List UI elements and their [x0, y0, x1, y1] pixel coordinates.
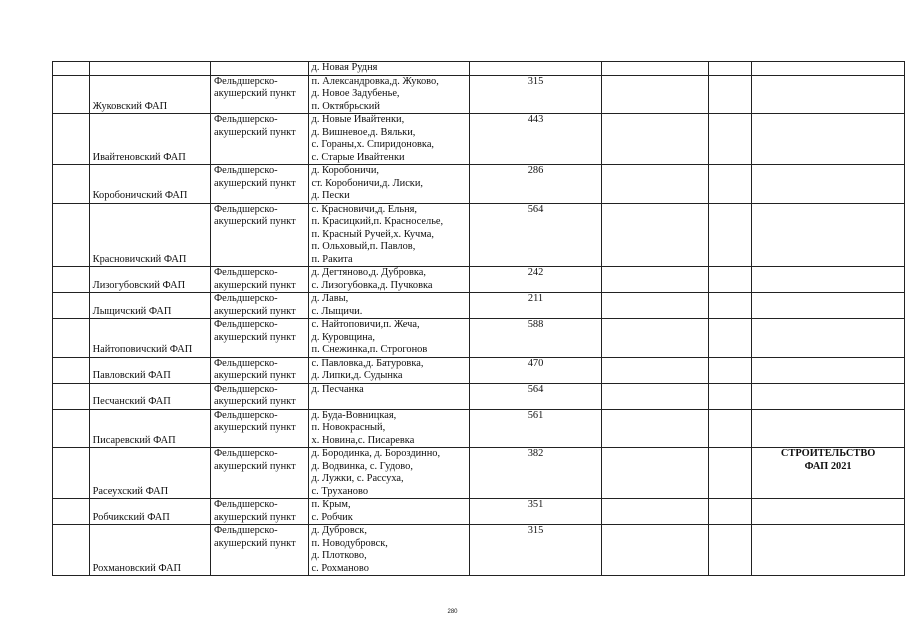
note-line: ФАП 2021 — [804, 460, 852, 472]
empty-cell — [708, 165, 751, 204]
table-row — [53, 62, 905, 76]
note-cell — [752, 75, 905, 114]
settlement-line: с. Красновичи,д. Ельня, — [311, 203, 418, 215]
table-row — [53, 409, 905, 448]
settlement-line: с. Лизогубовка,д. Пучковка — [311, 279, 433, 291]
facility-name-cell — [89, 499, 210, 525]
table-row — [53, 114, 905, 165]
population-value: 351 — [527, 499, 544, 510]
index-cell — [53, 448, 90, 499]
facility-type-line: Фельдшерско- — [213, 319, 278, 330]
facility-name-cell — [89, 114, 210, 165]
settlement-line: п. Красицкий,п. Красноселье, — [311, 216, 444, 227]
facility-type-line: акушерский пункт — [213, 177, 296, 189]
empty-cell — [708, 383, 751, 409]
facility-name: Лыщичский ФАП — [92, 305, 172, 317]
note-cell — [752, 267, 905, 293]
note-cell — [752, 293, 905, 319]
settlements-cell — [308, 357, 470, 383]
settlements-cell — [308, 267, 470, 293]
empty-cell — [601, 267, 708, 293]
settlement-line: п. Красный Ручей,х. Кучма, — [311, 228, 434, 240]
note-cell — [752, 62, 905, 76]
facility-type-line: Фельдшерско- — [213, 357, 278, 369]
facility-type-line: акушерский пункт — [213, 216, 296, 227]
facility-type-line: Фельдшерско- — [213, 499, 278, 510]
empty-cell — [601, 203, 708, 267]
facility-name: Красновичский ФАП — [92, 253, 187, 265]
settlement-line: д. Новая Рудня — [311, 62, 378, 73]
facility-type-cell — [210, 75, 308, 114]
index-cell — [53, 75, 90, 114]
index-cell — [53, 165, 90, 204]
empty-cell — [708, 114, 751, 165]
settlement-line: д. Буда-Вовницкая, — [311, 409, 397, 421]
table-row — [53, 293, 905, 319]
settlement-line: п. Ракита — [311, 253, 353, 265]
facility-type-cell — [210, 409, 308, 448]
empty-cell — [708, 293, 751, 319]
facility-type-cell — [210, 62, 308, 76]
facility-type-cell — [210, 448, 308, 499]
note-cell — [752, 448, 905, 499]
settlement-line: с. Старые Ивайтенки — [311, 151, 405, 163]
facility-type-cell — [210, 319, 308, 358]
facility-name: Расеухский ФАП — [92, 485, 169, 497]
facility-name-cell — [89, 267, 210, 293]
note-cell — [752, 357, 905, 383]
empty-cell — [708, 409, 751, 448]
settlement-line: с. Гораны,х. Спиридоновка, — [311, 139, 435, 150]
population-value: 564 — [527, 383, 544, 395]
empty-cell — [601, 525, 708, 576]
facility-type-line: акушерский пункт — [213, 305, 296, 317]
empty-cell — [708, 448, 751, 499]
facility-type-line: акушерский пункт — [213, 396, 296, 407]
note-line: СТРОИТЕЛЬСТВО — [780, 448, 876, 459]
facility-name-cell — [89, 293, 210, 319]
note-cell — [752, 203, 905, 267]
population-cell — [470, 267, 601, 293]
index-cell — [53, 409, 90, 448]
settlement-line: д. Вишневое,д. Вяльки, — [311, 126, 416, 138]
settlement-line: х. Новина,с. Писаревка — [311, 434, 415, 446]
empty-cell — [601, 293, 708, 319]
facility-type-line: Фельдшерско- — [213, 448, 278, 459]
note-cell — [752, 165, 905, 204]
settlement-line: д. Новые Ивайтенки, — [311, 114, 405, 125]
empty-cell — [601, 409, 708, 448]
empty-cell — [601, 383, 708, 409]
facility-name-cell — [89, 357, 210, 383]
facility-type-line: акушерский пункт — [213, 511, 296, 523]
empty-cell — [708, 319, 751, 358]
population-cell — [470, 499, 601, 525]
settlements-cell — [308, 409, 470, 448]
settlements-cell — [308, 383, 470, 409]
facility-type-cell — [210, 267, 308, 293]
facility-name: Лизогубовский ФАП — [92, 279, 186, 291]
population-cell — [470, 525, 601, 576]
facility-type-line: акушерский пункт — [213, 422, 296, 433]
population-cell — [470, 203, 601, 267]
facility-name: Жуковский ФАП — [92, 100, 168, 112]
population-value: 315 — [527, 75, 544, 87]
empty-cell — [601, 499, 708, 525]
note-cell — [752, 114, 905, 165]
settlement-line: д. Плотково, — [311, 550, 367, 561]
empty-cell — [601, 114, 708, 165]
empty-cell — [601, 75, 708, 114]
empty-cell — [708, 62, 751, 76]
population-cell — [470, 62, 601, 76]
facility-name-cell — [89, 165, 210, 204]
facility-type-cell — [210, 357, 308, 383]
population-value: 211 — [527, 293, 544, 304]
population-cell — [470, 319, 601, 358]
population-value: 470 — [527, 357, 544, 369]
settlement-line: д. Дегтяново,д. Дубровка, — [311, 267, 426, 278]
empty-cell — [601, 448, 708, 499]
facility-name-cell — [89, 448, 210, 499]
population-value: 242 — [527, 267, 544, 278]
table-row — [53, 448, 905, 499]
facility-name-cell — [89, 409, 210, 448]
facility-type-line: Фельдшерско- — [213, 293, 278, 304]
settlement-line: д. Дубровск, — [311, 525, 367, 536]
settlement-line: д. Водвинка, с. Гудово, — [311, 460, 413, 472]
population-value: 588 — [527, 319, 544, 330]
settlement-line: д. Пески — [311, 190, 350, 201]
settlement-line: д. Бородинка, д. Бороздинно, — [311, 448, 441, 459]
table-row — [53, 499, 905, 525]
empty-cell — [708, 499, 751, 525]
facility-type-cell — [210, 114, 308, 165]
index-cell — [53, 293, 90, 319]
facility-type-cell — [210, 165, 308, 204]
facility-name-cell — [89, 319, 210, 358]
empty-cell — [708, 267, 751, 293]
settlement-line: д. Липки,д. Судынка — [311, 370, 403, 381]
facility-type-line: Фельдшерско- — [213, 114, 278, 125]
settlements-cell — [308, 293, 470, 319]
population-cell — [470, 114, 601, 165]
table-row — [53, 75, 905, 114]
index-cell — [53, 114, 90, 165]
population-value: 564 — [527, 203, 544, 215]
facility-name: Коробоничский ФАП — [92, 190, 188, 201]
index-cell — [53, 267, 90, 293]
settlement-line: с. Рохманово — [311, 562, 369, 574]
population-cell — [470, 357, 601, 383]
facility-type-line: Фельдшерско- — [213, 75, 278, 87]
index-cell — [53, 319, 90, 358]
table-row — [53, 203, 905, 267]
settlements-cell — [308, 319, 470, 358]
table-body — [53, 62, 905, 576]
settlements-cell — [308, 525, 470, 576]
page-number: 280 — [447, 609, 458, 615]
note-cell — [752, 383, 905, 409]
empty-cell — [708, 75, 751, 114]
population-value: 443 — [527, 114, 544, 125]
empty-cell — [708, 203, 751, 267]
population-cell — [470, 75, 601, 114]
settlement-line: д. Лавы, — [311, 293, 349, 304]
facility-type-cell — [210, 383, 308, 409]
facility-type-line: Фельдшерско- — [213, 525, 278, 536]
facility-type-line: акушерский пункт — [213, 537, 296, 549]
table-row — [53, 383, 905, 409]
settlements-cell — [308, 203, 470, 267]
empty-cell — [708, 525, 751, 576]
settlement-line: д. Новое Задубенье, — [311, 88, 400, 99]
settlement-line: п. Ольховый,п. Павлов, — [311, 241, 416, 252]
population-cell — [470, 165, 601, 204]
facility-type-cell — [210, 293, 308, 319]
table-row — [53, 357, 905, 383]
population-value: 315 — [527, 525, 544, 536]
facility-type-line: Фельдшерско- — [213, 267, 278, 278]
facility-name: Рохмановский ФАП — [92, 562, 181, 574]
facility-name-cell — [89, 62, 210, 76]
population-cell — [470, 293, 601, 319]
facility-name-cell — [89, 525, 210, 576]
facility-type-cell — [210, 499, 308, 525]
facility-type-line: Фельдшерско- — [213, 383, 278, 395]
facility-name: Найтоповичский ФАП — [92, 344, 193, 355]
table-row — [53, 165, 905, 204]
settlement-line: ст. Коробоничи,д. Лиски, — [311, 177, 424, 189]
settlement-line: с. Павловка,д. Батуровка, — [311, 357, 424, 369]
settlement-line: п. Новодубровск, — [311, 537, 388, 549]
settlement-line: с. Найтоповичи,п. Жеча, — [311, 319, 420, 330]
settlements-cell — [308, 62, 470, 76]
facility-name-cell — [89, 383, 210, 409]
index-cell — [53, 525, 90, 576]
table-row — [53, 267, 905, 293]
settlement-line: п. Крым, — [311, 499, 351, 510]
facilities-table — [52, 61, 905, 576]
note-cell — [752, 499, 905, 525]
settlement-line: д. Куровщина, — [311, 331, 376, 343]
settlement-line: п. Новокрасный, — [311, 422, 386, 433]
facility-type-line: Фельдшерско- — [213, 203, 278, 215]
note-cell — [752, 409, 905, 448]
facility-type-line: акушерский пункт — [213, 126, 296, 138]
population-value: 561 — [527, 409, 544, 421]
facility-type-line: Фельдшерско- — [213, 165, 278, 176]
facility-name: Павловский ФАП — [92, 370, 171, 381]
empty-cell — [708, 357, 751, 383]
facility-name: Ивайтеновский ФАП — [92, 151, 186, 163]
facility-type-line: акушерский пункт — [213, 88, 296, 99]
settlements-cell — [308, 114, 470, 165]
empty-cell — [601, 319, 708, 358]
population-cell — [470, 448, 601, 499]
settlement-line: д. Лужки, с. Рассуха, — [311, 473, 404, 484]
settlement-line: с. Лыщичи. — [311, 305, 363, 317]
population-value: 382 — [527, 448, 544, 459]
facility-type-line: акушерский пункт — [213, 460, 296, 472]
index-cell — [53, 62, 90, 76]
note-cell — [752, 525, 905, 576]
facility-type-cell — [210, 203, 308, 267]
facility-name-cell — [89, 75, 210, 114]
settlement-line: п. Александровка,д. Жуково, — [311, 75, 439, 87]
empty-cell — [601, 62, 708, 76]
table-row — [53, 319, 905, 358]
empty-cell — [601, 165, 708, 204]
settlement-line: с. Труханово — [311, 485, 369, 497]
facility-name: Песчанский ФАП — [92, 396, 171, 407]
index-cell — [53, 383, 90, 409]
facility-name: Писаревский ФАП — [92, 434, 176, 446]
settlements-cell — [308, 499, 470, 525]
index-cell — [53, 357, 90, 383]
facility-type-line: акушерский пункт — [213, 279, 296, 291]
population-cell — [470, 409, 601, 448]
settlement-line: п. Снежинка,п. Строгонов — [311, 344, 428, 355]
table-row — [53, 525, 905, 576]
settlement-line: п. Октябрьский — [311, 100, 380, 112]
facility-type-line: акушерский пункт — [213, 331, 296, 343]
facility-name-cell — [89, 203, 210, 267]
index-cell — [53, 499, 90, 525]
settlements-cell — [308, 75, 470, 114]
settlement-line: с. Робчик — [311, 511, 353, 523]
settlements-cell — [308, 165, 470, 204]
note-cell — [752, 319, 905, 358]
settlement-line: д. Коробоничи, — [311, 165, 380, 176]
facility-type-cell — [210, 525, 308, 576]
facility-name: Робчикский ФАП — [92, 511, 170, 523]
population-value: 286 — [527, 165, 544, 176]
facility-type-line: Фельдшерско- — [213, 409, 278, 421]
settlement-line: д. Песчанка — [311, 383, 364, 395]
facility-type-line: акушерский пункт — [213, 370, 296, 381]
population-cell — [470, 383, 601, 409]
index-cell — [53, 203, 90, 267]
settlements-cell — [308, 448, 470, 499]
empty-cell — [601, 357, 708, 383]
